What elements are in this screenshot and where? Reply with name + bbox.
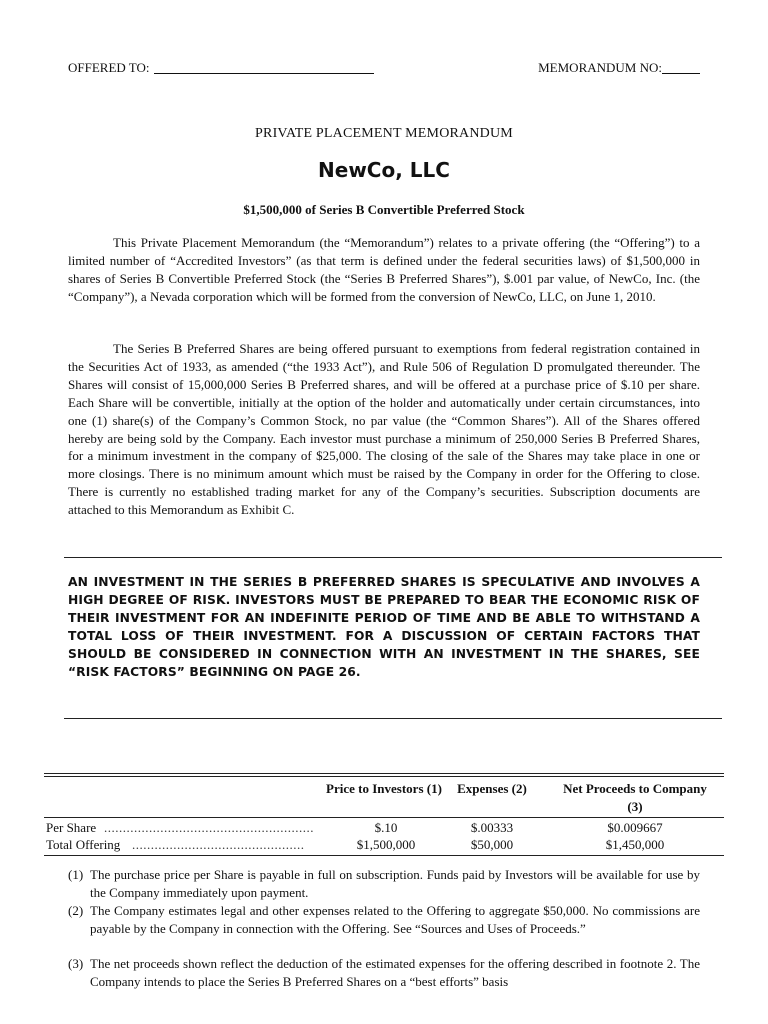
footnote-text: The purchase price per Share is payable in full on subscription. Funds paid by Investors will be available for use by the Company immediately upon payment. xyxy=(90,867,700,900)
company-name-heading: NewCo, LLC xyxy=(318,158,450,182)
footnote-number: (2) xyxy=(68,903,84,918)
cell-expenses: $50,000 xyxy=(470,837,514,852)
cell-net-proceeds: $0.009667 xyxy=(607,820,663,835)
cell-price: $.10 xyxy=(374,820,398,835)
footnote-2 xyxy=(68,902,700,937)
risk-warning: AN INVESTMENT IN THE SERIES B PREFERRED SHARES IS SPECULATIVE AND INVOLVES A HIGH DEGREE OF RISK. INVESTORS MUST BE PREPARED TO BEAR THE ECONOMIC RISK OF THEIR INVESTMENT FOR AN INDEFINITE PERIOD OF TIME AND BE ABLE TO WITHSTAND A TOTAL LOSS OF THEIR INVESTMENT. FOR A DISCUSSION OF CERTAIN FACTORS THAT SHOULD BE CONSIDERED IN CONNECTION WITH AN INVESTMENT IN THE SHARES, SEE “RISK FACTORS” BEGINNING ON PAGE 26. xyxy=(68,575,700,679)
table-row-total-offering xyxy=(46,836,716,853)
column-header-net-proceeds: Net Proceeds to Company (3) xyxy=(563,781,707,814)
offered-to-label: OFFERED TO: xyxy=(68,60,150,75)
offered-to-blank xyxy=(154,60,374,74)
table-top-rule xyxy=(44,773,724,774)
footnote-number: (3) xyxy=(68,956,84,971)
footnote-3 xyxy=(68,955,700,990)
footnote-text: The Company estimates legal and other expenses related to the Offering to aggregate $50,000. No commissions are payable by the Company in connection with the Offering. See “Sources and Uses of Proceeds.” xyxy=(90,903,700,936)
table-row-per-share xyxy=(46,819,716,836)
footnote-number: (1) xyxy=(68,867,84,882)
column-header-price: Price to Investors (1) xyxy=(326,781,442,796)
warning-bottom-rule xyxy=(64,718,722,719)
table-top-rule-inner xyxy=(44,776,724,777)
cell-expenses: $.00333 xyxy=(470,820,514,835)
intro-paragraph: This Private Placement Memorandum (the “Memorandum”) relates to a private offering (the “Offering”) to a limited number of “Accredited Investors” (as that term is defined under the federal securities laws) of $1,500,000 in shares of Series B Convertible Preferred Stock (the “Series B Preferred Shares”), $.001 par value, of NewCo, Inc. (the “Company”), a Nevada corporation which will be formed from the conversion of NewCo, LLC, on June 1, 2010. xyxy=(68,235,700,304)
cell-net-proceeds: $1,450,000 xyxy=(605,837,665,852)
memorandum-no-field xyxy=(538,60,700,76)
warning-top-rule xyxy=(64,557,722,558)
cell-price: $1,500,000 xyxy=(356,837,416,852)
row-label: Total Offering xyxy=(46,837,121,852)
offering-subtitle: $1,500,000 of Series B Convertible Preferred Stock xyxy=(243,202,525,217)
table-bottom-rule xyxy=(44,855,724,856)
offering-terms-paragraph: The Series B Preferred Shares are being offered pursuant to exemptions from federal registration contained in the Securities Act of 1933, as amended (“the 1933 Act”), and Rule 506 of Regulation D promulgated thereunder. The Shares will consist of 15,000,000 Series B Preferred shares, and will be offered at a purchase price of $.10 per share. Each Share will be convertible, initially at the option of the holder and automatically under certain circumstances, into one (1) share(s) of the Company’s Common Stock, no par value (the “Common Shares”). All of the Shares offered hereby are being sold by the Company. Each investor must purchase a minimum of 250,000 Series B Preferred Shares, for a minimum investment in the company of $25,000. The closing of the sale of the Shares may take place in one or more closings. There is no minimum amount which must be raised by the Company in order for the Offering to close. There is currently no established trading market for any of the Company’s securities. Subscription documents are attached to this Memorandum as Exhibit C. xyxy=(68,341,700,518)
column-header-expenses: Expenses (2) xyxy=(457,781,527,796)
memorandum-no-label: MEMORANDUM NO: xyxy=(538,60,662,75)
footnote-text: The net proceeds shown reflect the deduction of the estimated expenses for the offering described in footnote 2. The Company intends to place the Series B Preferred Shares on a “best efforts” basis xyxy=(90,956,700,989)
document-type-heading: PRIVATE PLACEMENT MEMORANDUM xyxy=(255,126,513,141)
table-header-rule xyxy=(44,817,724,818)
offer-header xyxy=(68,60,700,80)
dot-leader: ........................................................ xyxy=(104,820,314,835)
footnote-1 xyxy=(68,866,700,901)
offered-to-field xyxy=(68,60,374,76)
memorandum-no-blank xyxy=(662,60,700,74)
dot-leader: .............................................. xyxy=(132,837,305,852)
row-label: Per Share xyxy=(46,820,97,835)
